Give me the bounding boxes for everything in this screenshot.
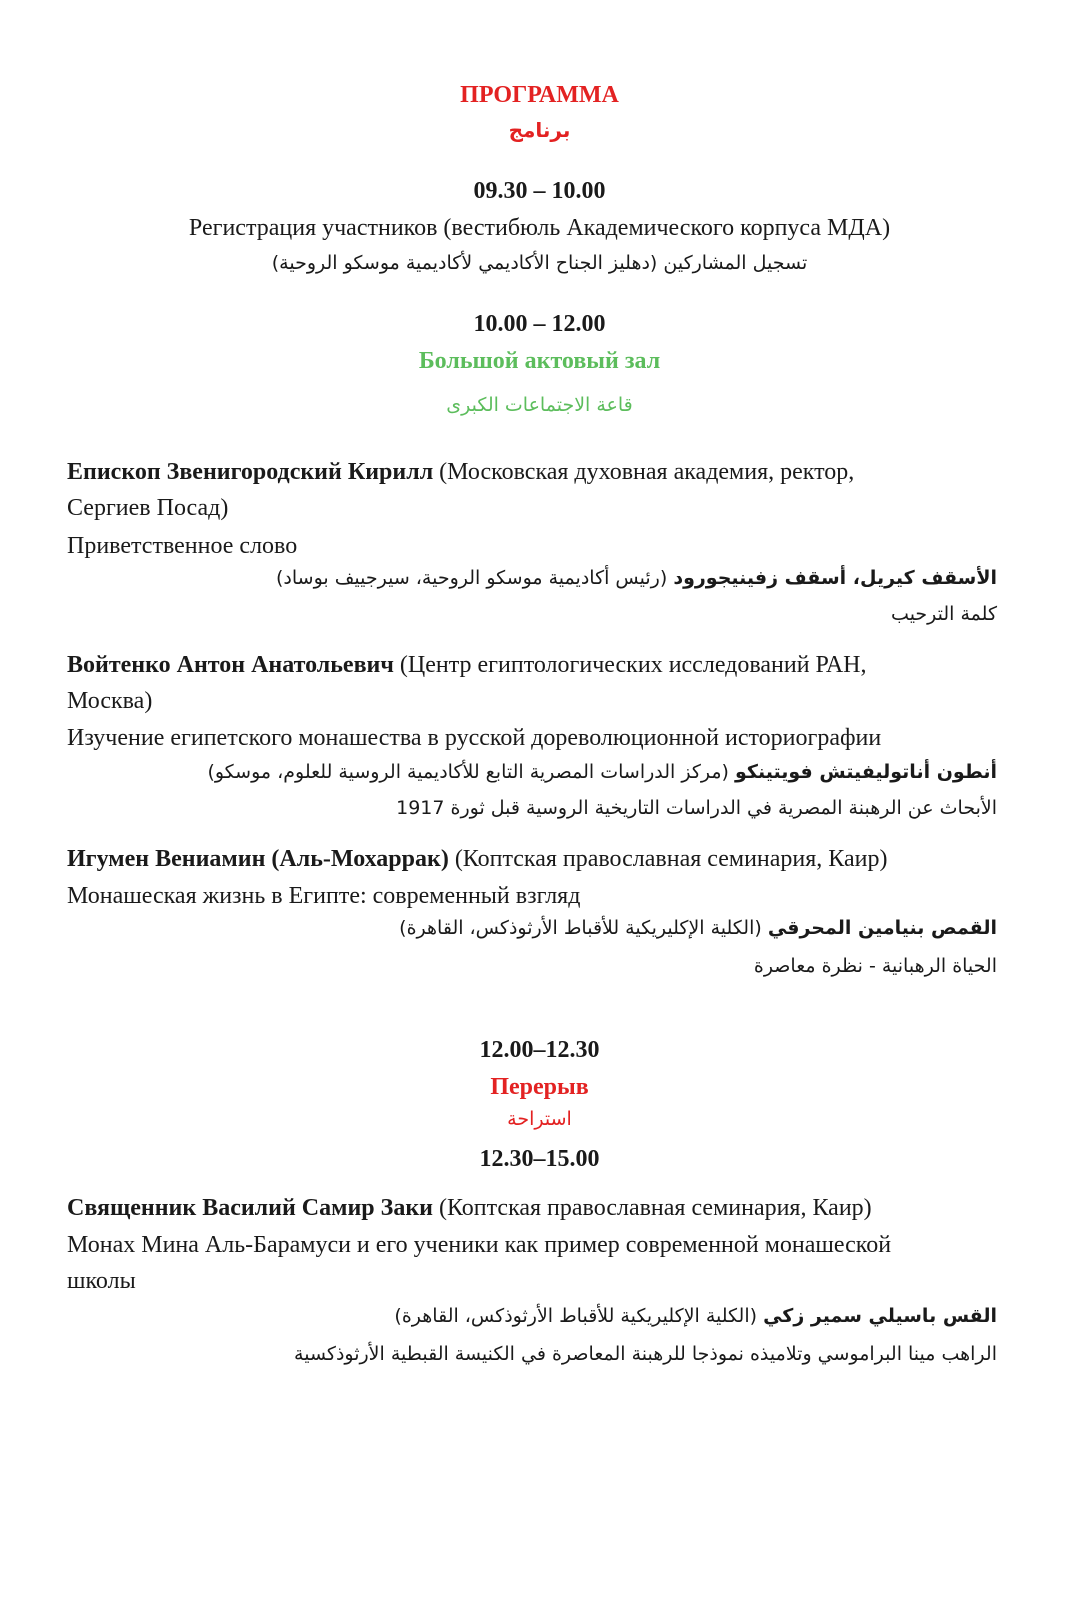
speaker3-ar xyxy=(57,914,997,942)
speaker2-name-ar: أنطون أناتوليفيتش فويتينكو xyxy=(735,761,997,783)
speaker3-topic-ru: Монашеская жизнь в Египте: современный взгляд xyxy=(67,883,581,909)
speaker1-affil-ru-line2: Сергиев Посад) xyxy=(67,495,229,521)
session3-time: 12.30–15.00 xyxy=(479,1146,600,1172)
speaker1-ar xyxy=(57,564,997,592)
speaker1-name-ar: الأسقف كيريل، أسقف زفينيجورود xyxy=(673,567,997,589)
speaker4-topic-ar: الراهب مينا البراموسي وتلاميذه نموذجا للرهبنة المعاصرة في الكنيسة القبطية الأرثوذكسية xyxy=(294,1343,997,1365)
speaker1-name-ru: Епископ Звенигородский Кирилл xyxy=(67,459,434,485)
speaker4-topic-ru-line1: Монах Мина Аль-Барамуси и его ученики как пример современной монашеской xyxy=(67,1232,892,1258)
speaker2-name-ru: Войтенко Антон Анатольевич xyxy=(67,652,394,678)
speaker2-topic-ar: الأبحاث عن الرهبنة المصرية في الدراسات التاريخية الروسية قبل ثورة 1917 xyxy=(396,797,997,819)
speaker1-topic-ru: Приветственное слово xyxy=(67,533,298,559)
speaker3-affil-ru: (Коптская православная семинария, Каир) xyxy=(448,846,888,872)
speaker4-affil-ar: (الكلية الإكليريكية للأقباط الأرثوذكس، القاهرة) xyxy=(394,1305,764,1327)
speaker2-affil-ar: (مركز الدراسات المصرية التابع للأكاديمية الروسية للعلوم، موسكو) xyxy=(207,761,735,783)
session2-hall-ar: قاعة الاجتماعات الكبرى xyxy=(446,394,633,416)
speaker3-affil-ar: (الكلية الإكليريكية للأقباط الأرثوذكس، القاهرة) xyxy=(399,917,768,939)
speaker3-ru xyxy=(67,844,1007,911)
speaker2-ar xyxy=(57,758,997,786)
session2-hall-ru: Большой актовый зал xyxy=(418,348,661,374)
speaker2-affil-ru: (Центр египтологических исследований РАН, xyxy=(393,652,867,678)
speaker3-name-ar: القمص بنيامين المحرقي xyxy=(767,917,997,939)
speaker4-ar xyxy=(57,1302,997,1330)
speaker2-ru xyxy=(67,650,1007,753)
speaker2-affil-ru-line2: Москва) xyxy=(67,688,153,714)
session2-time: 10.00 – 12.00 xyxy=(473,311,606,337)
speaker4-name-ar: القس باسيلي سمير زكي xyxy=(763,1305,997,1327)
speaker4-topic-ru-line2: школы xyxy=(67,1268,136,1294)
break-label-ru: Перерыв xyxy=(490,1074,589,1100)
session1-ar: تسجيل المشاركين (دهليز الجناح الأكاديمي لأكاديمية موسكو الروحية) xyxy=(271,252,808,274)
speaker1-affil-ru: (Московская духовная академия, ректор, xyxy=(433,459,855,485)
break-label-ar: استراحة xyxy=(507,1108,572,1130)
break-time: 12.00–12.30 xyxy=(479,1037,600,1063)
program-title-ar: برنامج xyxy=(508,118,571,142)
speaker3-name-ru: Игумен Вениамин (Аль-Мохаррак) xyxy=(67,846,449,872)
speaker2-topic-ru: Изучение египетского монашества в русской дореволюционной историографии xyxy=(67,725,882,751)
speaker3-topic-ar: الحياة الرهبانية - نظرة معاصرة xyxy=(753,955,997,977)
program-title-ru: ПРОГРАММА xyxy=(460,82,619,108)
speaker4-ru xyxy=(67,1193,1007,1296)
speaker1-affil-ar: (رئيس أكاديمية موسكو الروحية، سيرجييف بوساد) xyxy=(276,567,674,589)
speaker1-ru xyxy=(67,457,1007,561)
speaker4-affil-ru: (Коптская православная семинария, Каир) xyxy=(432,1195,872,1221)
speaker1-topic-ar: كلمة الترحيب xyxy=(891,603,997,625)
session1-time: 09.30 – 10.00 xyxy=(473,178,606,204)
speaker4-name-ru: Священник Василий Самир Заки xyxy=(67,1195,433,1221)
session1-ru: Регистрация участников (вестибюль Академического корпуса МДА) xyxy=(188,215,891,241)
